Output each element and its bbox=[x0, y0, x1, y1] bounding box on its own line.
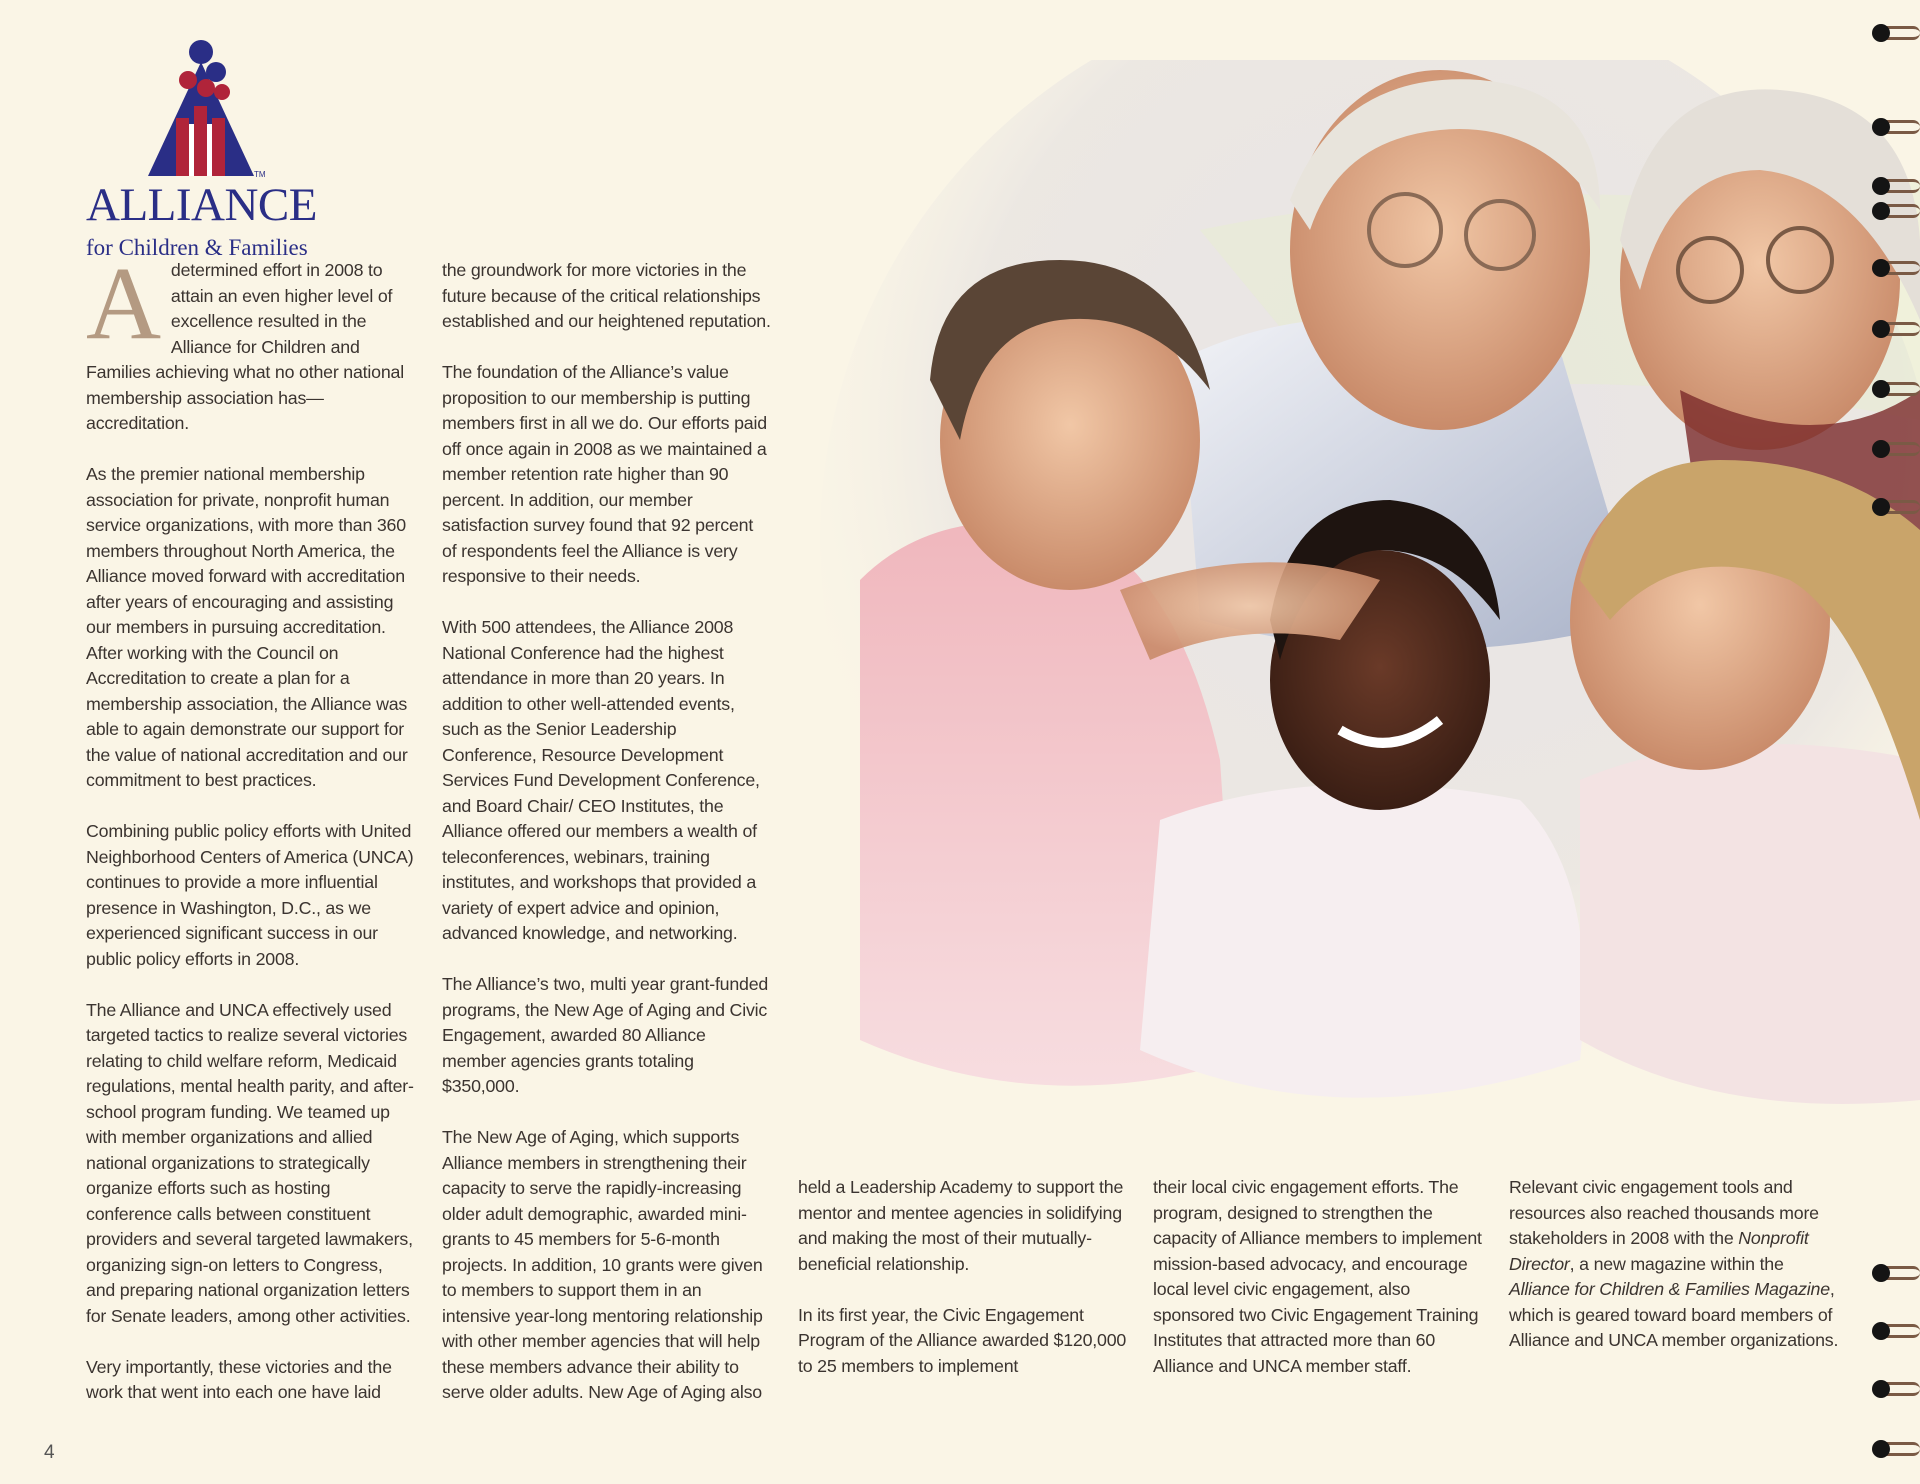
logo-subtitle: for Children & Families bbox=[86, 235, 308, 260]
paragraph-groundwork-end: the groundwork for more victories in the future because of the critical relationships established and our heightened reputation. bbox=[442, 260, 771, 331]
text-column-2 bbox=[442, 258, 772, 1431]
binding-ring-icon bbox=[1872, 1262, 1920, 1284]
paragraph-accreditation: As the premier national membership association for private, nonprofit human service organizations, with more than 360 members throughout North America, the Alliance moved forward with accreditation after years of encouraging and assisting our members in pursuing accreditation. After working with the Council on Accreditation to create a plan for a membership association, the Alliance was able to again demonstrate our support for the value of national accreditation and our commitment to best practices. bbox=[86, 464, 408, 790]
intro-text: determined effort in 2008 to attain an even higher level of excellence resulted in the Alliance for Children and Families achieving what no other national membership association has—accreditation. bbox=[86, 260, 404, 433]
paragraph-civic-tools bbox=[1509, 1175, 1839, 1354]
paragraph-civic-engagement-start: In its first year, the Civic Engagement Program of the Alliance awarded $120,000 to 25 members to implement bbox=[798, 1304, 1127, 1376]
magazine-title: Alliance for Children & Families Magazine bbox=[1509, 1279, 1830, 1299]
paragraph-public-policy: Combining public policy efforts with United Neighborhood Centers of America (UNCA) continues to provide a more influential presence in Washington, D.C., as we experienced significant success in our public policy efforts in 2008. bbox=[86, 821, 414, 969]
civic-tools-text-b: , a new magazine within the bbox=[1569, 1253, 1784, 1274]
civic-tools-text-c: , which is geared toward board members of Alliance and UNCA member organizations. bbox=[1509, 1279, 1839, 1350]
paragraph-national-conference: With 500 attendees, the Alliance 2008 National Conference had the highest attendance in more than 20 years. In addition to other well-attended events, such as the Senior Leadership Conference, Resource Development Services Fund Development Conference, and Board Chair/ CEO Institutes, the Alliance offered our members a wealth of teleconferences, webinars, training institutes, and workshops that provided a variety of expert advice and opinion, advanced knowledge, and networking. bbox=[442, 617, 760, 943]
binding-ring-icon bbox=[1872, 378, 1920, 400]
paragraph-groundwork-start: Very importantly, these victories and the work that went into each one have laid bbox=[86, 1356, 392, 1402]
group-illustration bbox=[820, 60, 1920, 1200]
binding-ring-icon bbox=[1872, 116, 1920, 138]
text-column-4 bbox=[1153, 1175, 1483, 1405]
binding-ring-icon bbox=[1872, 438, 1920, 460]
alliance-logo bbox=[86, 40, 317, 260]
page-number: 4 bbox=[44, 1442, 55, 1463]
binding-ring-icon bbox=[1872, 22, 1920, 44]
spiral-binding bbox=[1860, 0, 1920, 1484]
trademark-mark: TM bbox=[254, 170, 266, 179]
text-column-3 bbox=[798, 1175, 1128, 1405]
paragraph-leadership-academy: held a Leadership Academy to support the mentor and mentee agencies in solidifying and making the most of their mutually-beneficial relationship. bbox=[798, 1177, 1124, 1274]
paragraph-victories: The Alliance and UNCA effectively used targeted tactics to realize several victories relating to child welfare reform, Medicaid regulations, mental health parity, and after-school program funding. We teamed up with member organizations and allied national organizations to strategically organize efforts such as hosting conference calls between constituent providers and several targeted lawmakers, organizing sign-on letters to Congress, and preparing national organization letters for Senate leaders, among other activities. bbox=[86, 999, 414, 1326]
binding-ring-icon bbox=[1872, 496, 1920, 518]
paragraph-civic-engagement-end: their local civic engagement efforts. The program, designed to strengthen the capacity of Alliance members to implement mission-based advocacy, and encourage local level civic engagement, also sponsored two Civic Engagement Training Institutes that attracted more than 60 Alliance and UNCA member staff. bbox=[1153, 1177, 1482, 1376]
binding-ring-icon bbox=[1872, 1378, 1920, 1400]
paragraph-grant-programs: The Alliance’s two, multi year grant-funded programs, the New Age of Aging and Civic Engagement, awarded 80 Alliance member agencies grants totaling $350,000. bbox=[442, 974, 769, 1096]
civic-tools-text-a: Relevant civic engagement tools and resources also reached thousands more stakeholders in 2008 with the bbox=[1509, 1177, 1819, 1248]
paragraph-new-age-of-aging: The New Age of Aging, which supports Alliance members in strengthening their capacity to serve the rapidly-increasing older adult demographic, awarded mini-grants to 45 members for 5-6-month projects. In addition, 10 grants were given to members to support them in an intensive year-long mentoring relationship with other member agencies that will help these members advance their ability to serve older adults. New Age of Aging also bbox=[442, 1127, 763, 1402]
drop-cap: A bbox=[86, 246, 161, 361]
binding-ring-icon bbox=[1872, 200, 1920, 222]
logo-wordmark: ALLIANCE bbox=[86, 179, 317, 231]
binding-ring-icon bbox=[1872, 257, 1920, 279]
alliance-logo-mark bbox=[146, 40, 256, 180]
binding-ring-icon bbox=[1872, 318, 1920, 340]
paragraph-value-proposition: The foundation of the Alliance’s value proposition to our membership is putting members first in all we do. Our efforts paid off once again in 2008 as we maintained a member retention rate higher than 90 percent. In addition, our member satisfaction survey found that 92 percent of respondents feel the Alliance is very responsive to their needs. bbox=[442, 362, 767, 586]
binding-ring-icon bbox=[1872, 175, 1920, 197]
binding-ring-icon bbox=[1872, 1320, 1920, 1342]
binding-ring-icon bbox=[1872, 1438, 1920, 1460]
text-column-5 bbox=[1509, 1175, 1839, 1379]
nonprofit-director-title: Nonprofit Director bbox=[1509, 1228, 1809, 1274]
